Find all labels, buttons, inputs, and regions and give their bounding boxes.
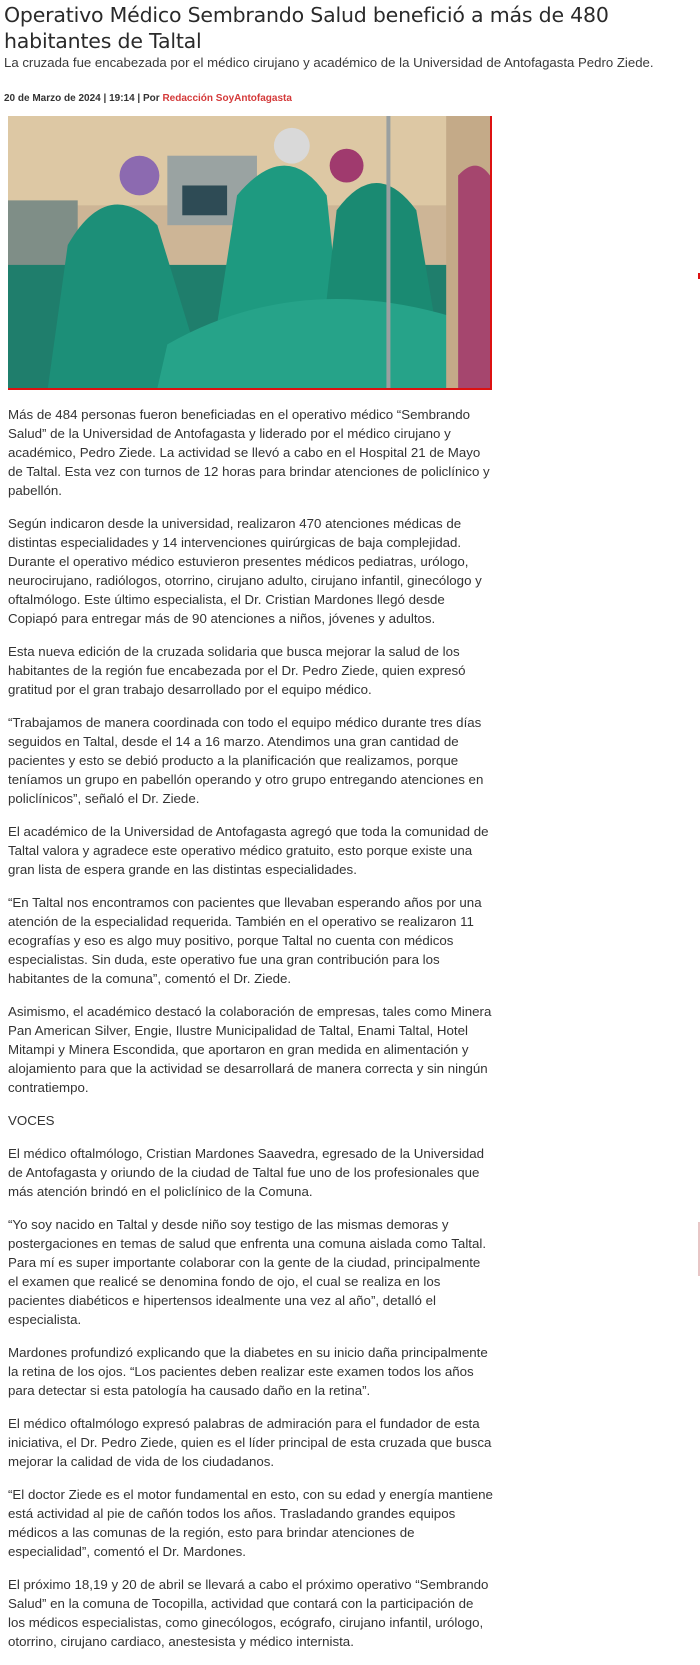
article-photo-surgery [8, 116, 492, 390]
article-title: Operativo Médico Sembrando Salud benefició a más de 480 habitantes de Taltal [4, 3, 609, 53]
article-paragraph: El médico oftalmólogo expresó palabras de admiración para el fundador de esta iniciativa, el Dr. Pedro Ziede, quien es el líder principal de esta cruzada que busca mejorar la calidad de vida de los ciudadanos. [8, 1416, 492, 1469]
article-paragraph: Más de 484 personas fueron beneficiadas en el operativo médico “Sembrando Salud” de la Universidad de Antofagasta y liderado por el médico cirujano y académico, Pedro Ziede. La actividad se llevó a cabo en el Hospital 21 de Mayo de Taltal. Esta vez con turnos de 12 horas para brindar atenciones de policlínico y pabellón. [8, 407, 490, 498]
author-link[interactable]: Redacción SoyAntofagasta [162, 93, 292, 104]
article-paragraph: Esta nueva edición de la cruzada solidaria que busca mejorar la salud de los habitantes de la región fue encabezada por el Dr. Pedro Ziede, quien expresó gratitud por el gran trabajo desarrollado por el equipo médico. [8, 644, 466, 697]
article-paragraph: “Yo soy nacido en Taltal y desde niño soy testigo de las mismas demoras y postergaciones en temas de salud que enfrenta una comuna aislada como Taltal. Para mí es super importante colaborar con la gente de la ciudad, principalmente el examen que realicé se denomina fondo de ojo, el cual se realiza en los pacientes diabéticos e hipertensos idealmente una vez al año”, detalló el especialista. [8, 1217, 487, 1327]
article-paragraph: Asimismo, el académico destacó la colaboración de empresas, tales como Minera Pan American Silver, Engie, Ilustre Municipalidad de Taltal, Enami Taltal, Hotel Mitampi y Minera Escondida, que aportaron en gran medida en alimentación y alojamiento para que la actividad se desarrollará de manera correcta y sin ningún contratiempo. [8, 1004, 492, 1095]
article-paragraph: “El doctor Ziede es el motor fundamental en esto, con su edad y energía mantiene está actividad al pie de cañón todos los años. Trasladando grandes equipos médicos a las comunas de la región, esto para brindar atenciones de especialidad”, comentó el Dr. Mardones. [8, 1487, 493, 1559]
article-paragraph: “En Taltal nos encontramos con pacientes que llevaban esperando años por una atención de la especialidad requerida. También en el operativo se realizaron 11 ecografías y eso es algo muy positivo, porque Taltal no cuenta con médicos especialistas. Sin duda, este operativo fue una gran contribución para los habitantes de la comuna”, comentó el Dr. Ziede. [8, 895, 482, 986]
article-date: 20 de Marzo de 2024 | 19:14 | Por [4, 93, 163, 104]
article-body [8, 405, 493, 1665]
section-heading-voces: VOCES [8, 1113, 55, 1128]
article-paragraph: El académico de la Universidad de Antofagasta agregó que toda la comunidad de Taltal valora y agradece este operativo médico gratuito, esto porque existe una gran lista de espera grande en las distintas especialidades. [8, 824, 489, 877]
article-paragraph: El próximo 18,19 y 20 de abril se llevará a cabo el próximo operativo “Sembrando Salud” en la comuna de Tocopilla, actividad que contará con la participación de los médicos especialistas, como ginecólogos, ecógrafo, cirujano infantil, urólogo, otorrino, cirujano cardiaco, anestesista y médico internista. [8, 1577, 489, 1649]
article-subtitle: La cruzada fue encabezada por el médico cirujano y académico de la Universidad de Antofagasta Pedro Ziede. [4, 55, 654, 70]
article-paragraph: “Trabajamos de manera coordinada con todo el equipo médico durante tres días seguidos en Taltal, desde el 14 a 16 marzo. Atendimos una gran cantidad de pacientes y esto se debió producto a la planificación que realizamos, porque teníamos un grupo en pabellón operando y otro grupo entregando atenciones en policlínicos”, señaló el Dr. Ziede. [8, 715, 484, 806]
surgery-photo-illustration [8, 116, 490, 388]
article-paragraph: Según indicaron desde la universidad, realizaron 470 atenciones médicas de distintas especialidades y 14 intervenciones quirúrgicas de baja complejidad. Durante el operativo médico estuvieron presentes médicos pediatras, urólogo, neurocirujano, radiólogos, otorrino, cirujano adulto, cirujano infantil, ginecólogo y oftalmólogo. Este último especialista, el Dr. Cristian Mardones llegó desde Copiapó para entregar más de 90 atenciones a niños, jóvenes y adultos. [8, 516, 482, 626]
article-paragraph: Mardones profundizó explicando que la diabetes en su inicio daña principalmente la retina de los ojos. “Los pacientes deben realizar este examen todos los años para detectar si esta patología ha causado daño en la retina”. [8, 1345, 488, 1398]
article-meta [4, 92, 292, 106]
article-paragraph: El médico oftalmólogo, Cristian Mardones Saavedra, egresado de la Universidad de Antofagasta y oriundo de la ciudad de Taltal fue uno de los profesionales que más atención brindó en el policlínico de la Comuna. [8, 1146, 484, 1199]
